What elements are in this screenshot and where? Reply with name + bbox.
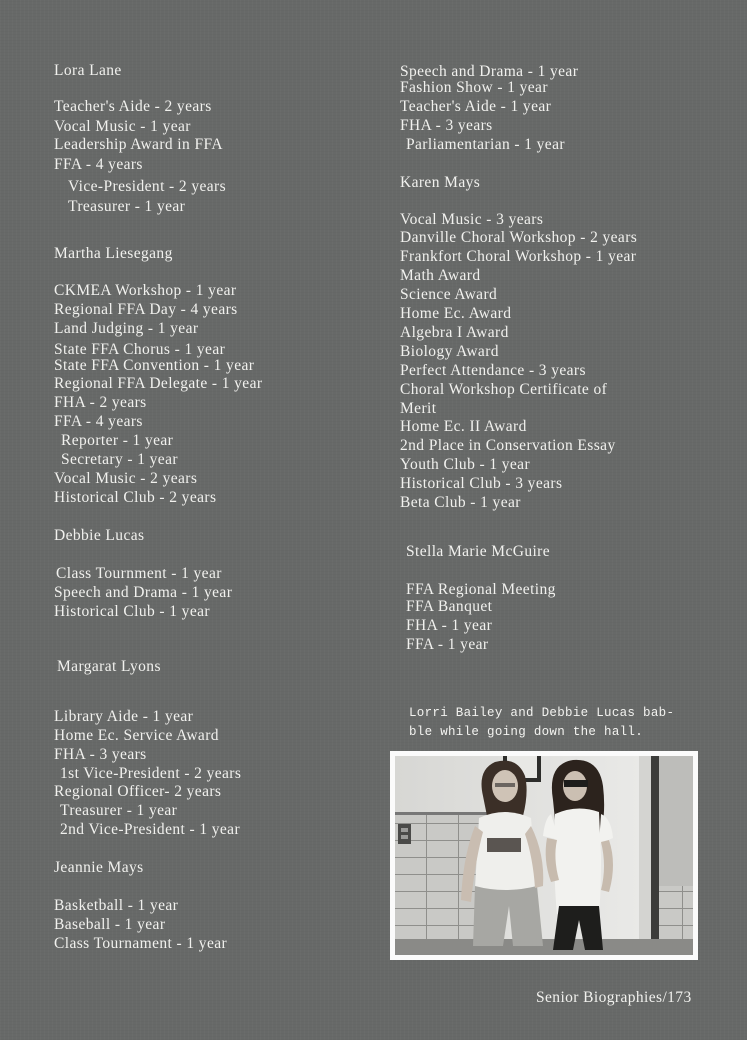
biography-item: 2nd Vice-President - 1 year <box>60 821 241 838</box>
biography-item: CKMEA Workshop - 1 year <box>54 282 237 299</box>
biography-item: Merit <box>400 400 437 417</box>
biography-item: Teacher's Aide - 1 year <box>400 98 552 115</box>
biography-item: Algebra I Award <box>400 324 509 341</box>
hallway-photo <box>390 751 698 960</box>
biography-name: Stella Marie McGuire <box>406 543 551 560</box>
biography-item: FFA - 1 year <box>406 636 489 653</box>
biography-item: Regional Officer- 2 years <box>54 783 222 800</box>
biography-item: Leadership Award in FFA <box>54 136 223 153</box>
photo-caption-line: Lorri Bailey and Debbie Lucas bab- <box>409 706 675 720</box>
biography-item: Science Award <box>400 286 498 303</box>
biography-item: FHA - 2 years <box>54 394 147 411</box>
photo-caption-line: ble while going down the hall. <box>409 725 644 739</box>
biography-item: Speech and Drama - 1 year <box>400 63 579 80</box>
biography-item: Home Ec. II Award <box>400 418 527 435</box>
biography-item: Library Aide - 1 year <box>54 708 194 725</box>
biography-item: Historical Club - 2 years <box>54 489 217 506</box>
biography-name: Debbie Lucas <box>54 527 145 544</box>
biography-item: Frankfort Choral Workshop - 1 year <box>400 248 637 265</box>
biography-item: Parliamentarian - 1 year <box>406 136 565 153</box>
biography-item: Speech and Drama - 1 year <box>54 584 233 601</box>
biography-item: Treasurer - 1 year <box>60 802 178 819</box>
biography-item: Baseball - 1 year <box>54 916 166 933</box>
biography-item: Secretary - 1 year <box>61 451 178 468</box>
biography-item: FFA Regional Meeting <box>406 581 556 598</box>
biography-item: Land Judging - 1 year <box>54 320 199 337</box>
biography-item: Perfect Attendance - 3 years <box>400 362 586 379</box>
biography-item: Beta Club - 1 year <box>400 494 521 511</box>
biography-item: FHA - 3 years <box>54 746 147 763</box>
biography-item: Regional FFA Delegate - 1 year <box>54 375 263 392</box>
photo-caption <box>409 704 674 742</box>
biography-item: 2nd Place in Conservation Essay <box>400 437 616 454</box>
biography-item: FFA - 4 years <box>54 156 143 173</box>
biography-item: FFA - 4 years <box>54 413 143 430</box>
biography-item: Teacher's Aide - 2 years <box>54 98 212 115</box>
biography-item: State FFA Chorus - 1 year <box>54 341 226 358</box>
biography-item: Vocal Music - 2 years <box>54 470 198 487</box>
biography-item: Biology Award <box>400 343 499 360</box>
biography-item: Historical Club - 1 year <box>54 603 210 620</box>
biography-name: Lora Lane <box>54 62 122 79</box>
biography-item: 1st Vice-President - 2 years <box>60 765 242 782</box>
biography-item: Basketball - 1 year <box>54 897 179 914</box>
biography-item: State FFA Convention - 1 year <box>54 357 255 374</box>
biography-item: Vocal Music - 1 year <box>54 118 191 135</box>
biography-item: Home Ec. Award <box>400 305 512 322</box>
biography-item: FFA Banquet <box>406 598 493 615</box>
biography-item: Class Tournament - 1 year <box>54 935 228 952</box>
biography-name: Karen Mays <box>400 174 481 191</box>
biography-item: Choral Workshop Certificate of <box>400 381 608 398</box>
biography-item: Fashion Show - 1 year <box>400 79 548 96</box>
biography-item: Home Ec. Service Award <box>54 727 219 744</box>
page-footer: Senior Biographies/173 <box>536 989 692 1006</box>
hallway-photo-image <box>395 756 693 955</box>
biography-item: FHA - 3 years <box>400 117 493 134</box>
biography-item: Historical Club - 3 years <box>400 475 563 492</box>
biography-name: Martha Liesegang <box>54 245 173 262</box>
biography-item: Regional FFA Day - 4 years <box>54 301 238 318</box>
biography-item: Vice-President - 2 years <box>68 178 227 195</box>
biography-item: Class Tournment - 1 year <box>56 565 222 582</box>
biography-name: Margarat Lyons <box>57 658 161 675</box>
biography-item: Treasurer - 1 year <box>68 198 186 215</box>
right-column <box>400 0 730 700</box>
biography-item: Math Award <box>400 267 481 284</box>
biography-item: Youth Club - 1 year <box>400 456 531 473</box>
biography-item: Vocal Music - 3 years <box>400 211 544 228</box>
biography-item: Reporter - 1 year <box>61 432 174 449</box>
biography-item: FHA - 1 year <box>406 617 493 634</box>
left-column <box>54 0 384 1000</box>
biography-item: Danville Choral Workshop - 2 years <box>400 229 638 246</box>
biography-name: Jeannie Mays <box>54 859 144 876</box>
